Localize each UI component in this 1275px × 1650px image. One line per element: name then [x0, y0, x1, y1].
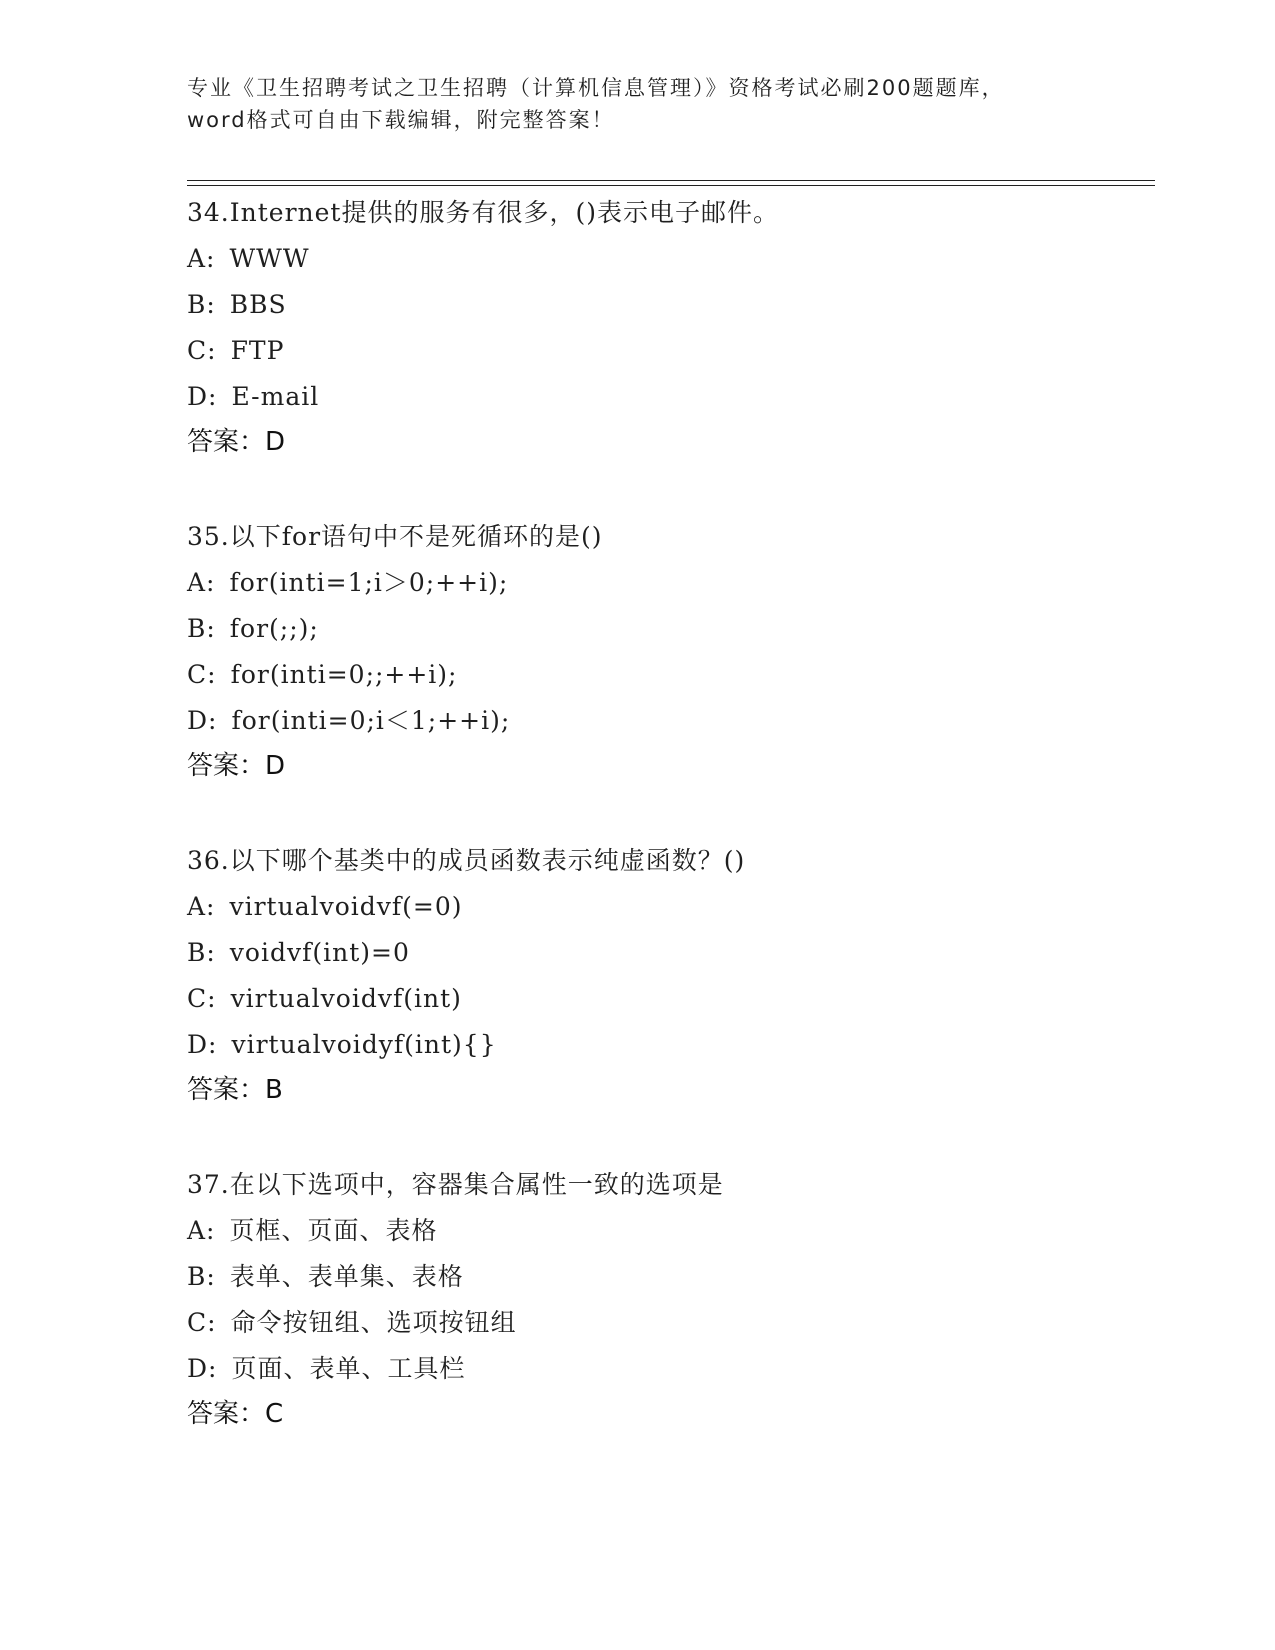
option-text: 页面、表单、工具栏: [231, 1354, 466, 1383]
option-b: [187, 282, 1155, 328]
answer-line: 答案：D: [187, 751, 286, 781]
option-a: [187, 1208, 1155, 1254]
option-c: [187, 1300, 1155, 1346]
option-text: virtualvoidvf(=0): [229, 892, 463, 921]
option-label: A:: [187, 568, 216, 597]
header-divider-top: [187, 180, 1155, 181]
option-text: 命令按钮组、选项按钮组: [230, 1308, 517, 1337]
option-c: [187, 976, 1155, 1022]
option-label: D:: [187, 706, 218, 735]
answer-line: 答案：B: [187, 1075, 283, 1105]
question-stem: 34.Internet提供的服务有很多，()表示电子邮件。: [187, 198, 779, 227]
answer-line: 答案：C: [187, 1399, 284, 1429]
option-text: E-mail: [231, 382, 320, 411]
option-text: WWW: [229, 244, 310, 273]
option-label: A:: [187, 892, 216, 921]
option-text: for(inti=0;i＜1;++i);: [231, 706, 511, 735]
question-36: [187, 838, 1155, 1112]
option-label: B:: [187, 938, 216, 967]
option-label: C:: [187, 984, 217, 1013]
option-text: for(inti=0;;++i);: [230, 660, 458, 689]
option-text: for(inti=1;i＞0;++i);: [229, 568, 509, 597]
question-stem: 35.以下for语句中不是死循环的是(): [187, 522, 603, 551]
answer-line: 答案：D: [187, 427, 286, 457]
option-text: BBS: [229, 290, 287, 319]
option-label: D:: [187, 1030, 218, 1059]
header-line-1: 专业《卫生招聘考试之卫生招聘（计算机信息管理）》资格考试必刷200题题库，: [187, 76, 1005, 100]
option-b: [187, 1254, 1155, 1300]
option-d: [187, 374, 1155, 420]
option-label: B:: [187, 1262, 216, 1291]
question-list: [187, 190, 1155, 1486]
question-37: [187, 1162, 1155, 1436]
option-c: [187, 328, 1155, 374]
option-a: [187, 884, 1155, 930]
option-label: B:: [187, 290, 216, 319]
document-header: [187, 72, 1087, 136]
option-label: A:: [187, 1216, 216, 1245]
option-d: [187, 1022, 1155, 1068]
option-label: B:: [187, 614, 216, 643]
question-34: [187, 190, 1155, 464]
option-text: for(;;);: [229, 614, 319, 643]
header-line-2: word格式可自由下载编辑，附完整答案！: [187, 108, 615, 132]
option-label: C:: [187, 1308, 217, 1337]
option-text: virtualvoidyf(int){}: [231, 1030, 497, 1059]
option-a: [187, 236, 1155, 282]
option-b: [187, 606, 1155, 652]
option-label: C:: [187, 660, 217, 689]
option-d: [187, 1346, 1155, 1392]
option-c: [187, 652, 1155, 698]
option-label: C:: [187, 336, 217, 365]
header-divider-bottom: [187, 185, 1155, 186]
option-text: voidvf(int)=0: [229, 938, 410, 967]
option-text: 页框、页面、表格: [229, 1216, 438, 1245]
option-label: A:: [187, 244, 216, 273]
option-a: [187, 560, 1155, 606]
question-stem: 37.在以下选项中，容器集合属性一致的选项是: [187, 1170, 724, 1199]
option-b: [187, 930, 1155, 976]
option-label: D:: [187, 1354, 218, 1383]
option-d: [187, 698, 1155, 744]
question-stem: 36.以下哪个基类中的成员函数表示纯虚函数？(): [187, 846, 746, 875]
option-text: virtualvoidvf(int): [230, 984, 462, 1013]
option-text: 表单、表单集、表格: [229, 1262, 464, 1291]
option-text: FTP: [230, 336, 285, 365]
question-35: [187, 514, 1155, 788]
option-label: D:: [187, 382, 218, 411]
